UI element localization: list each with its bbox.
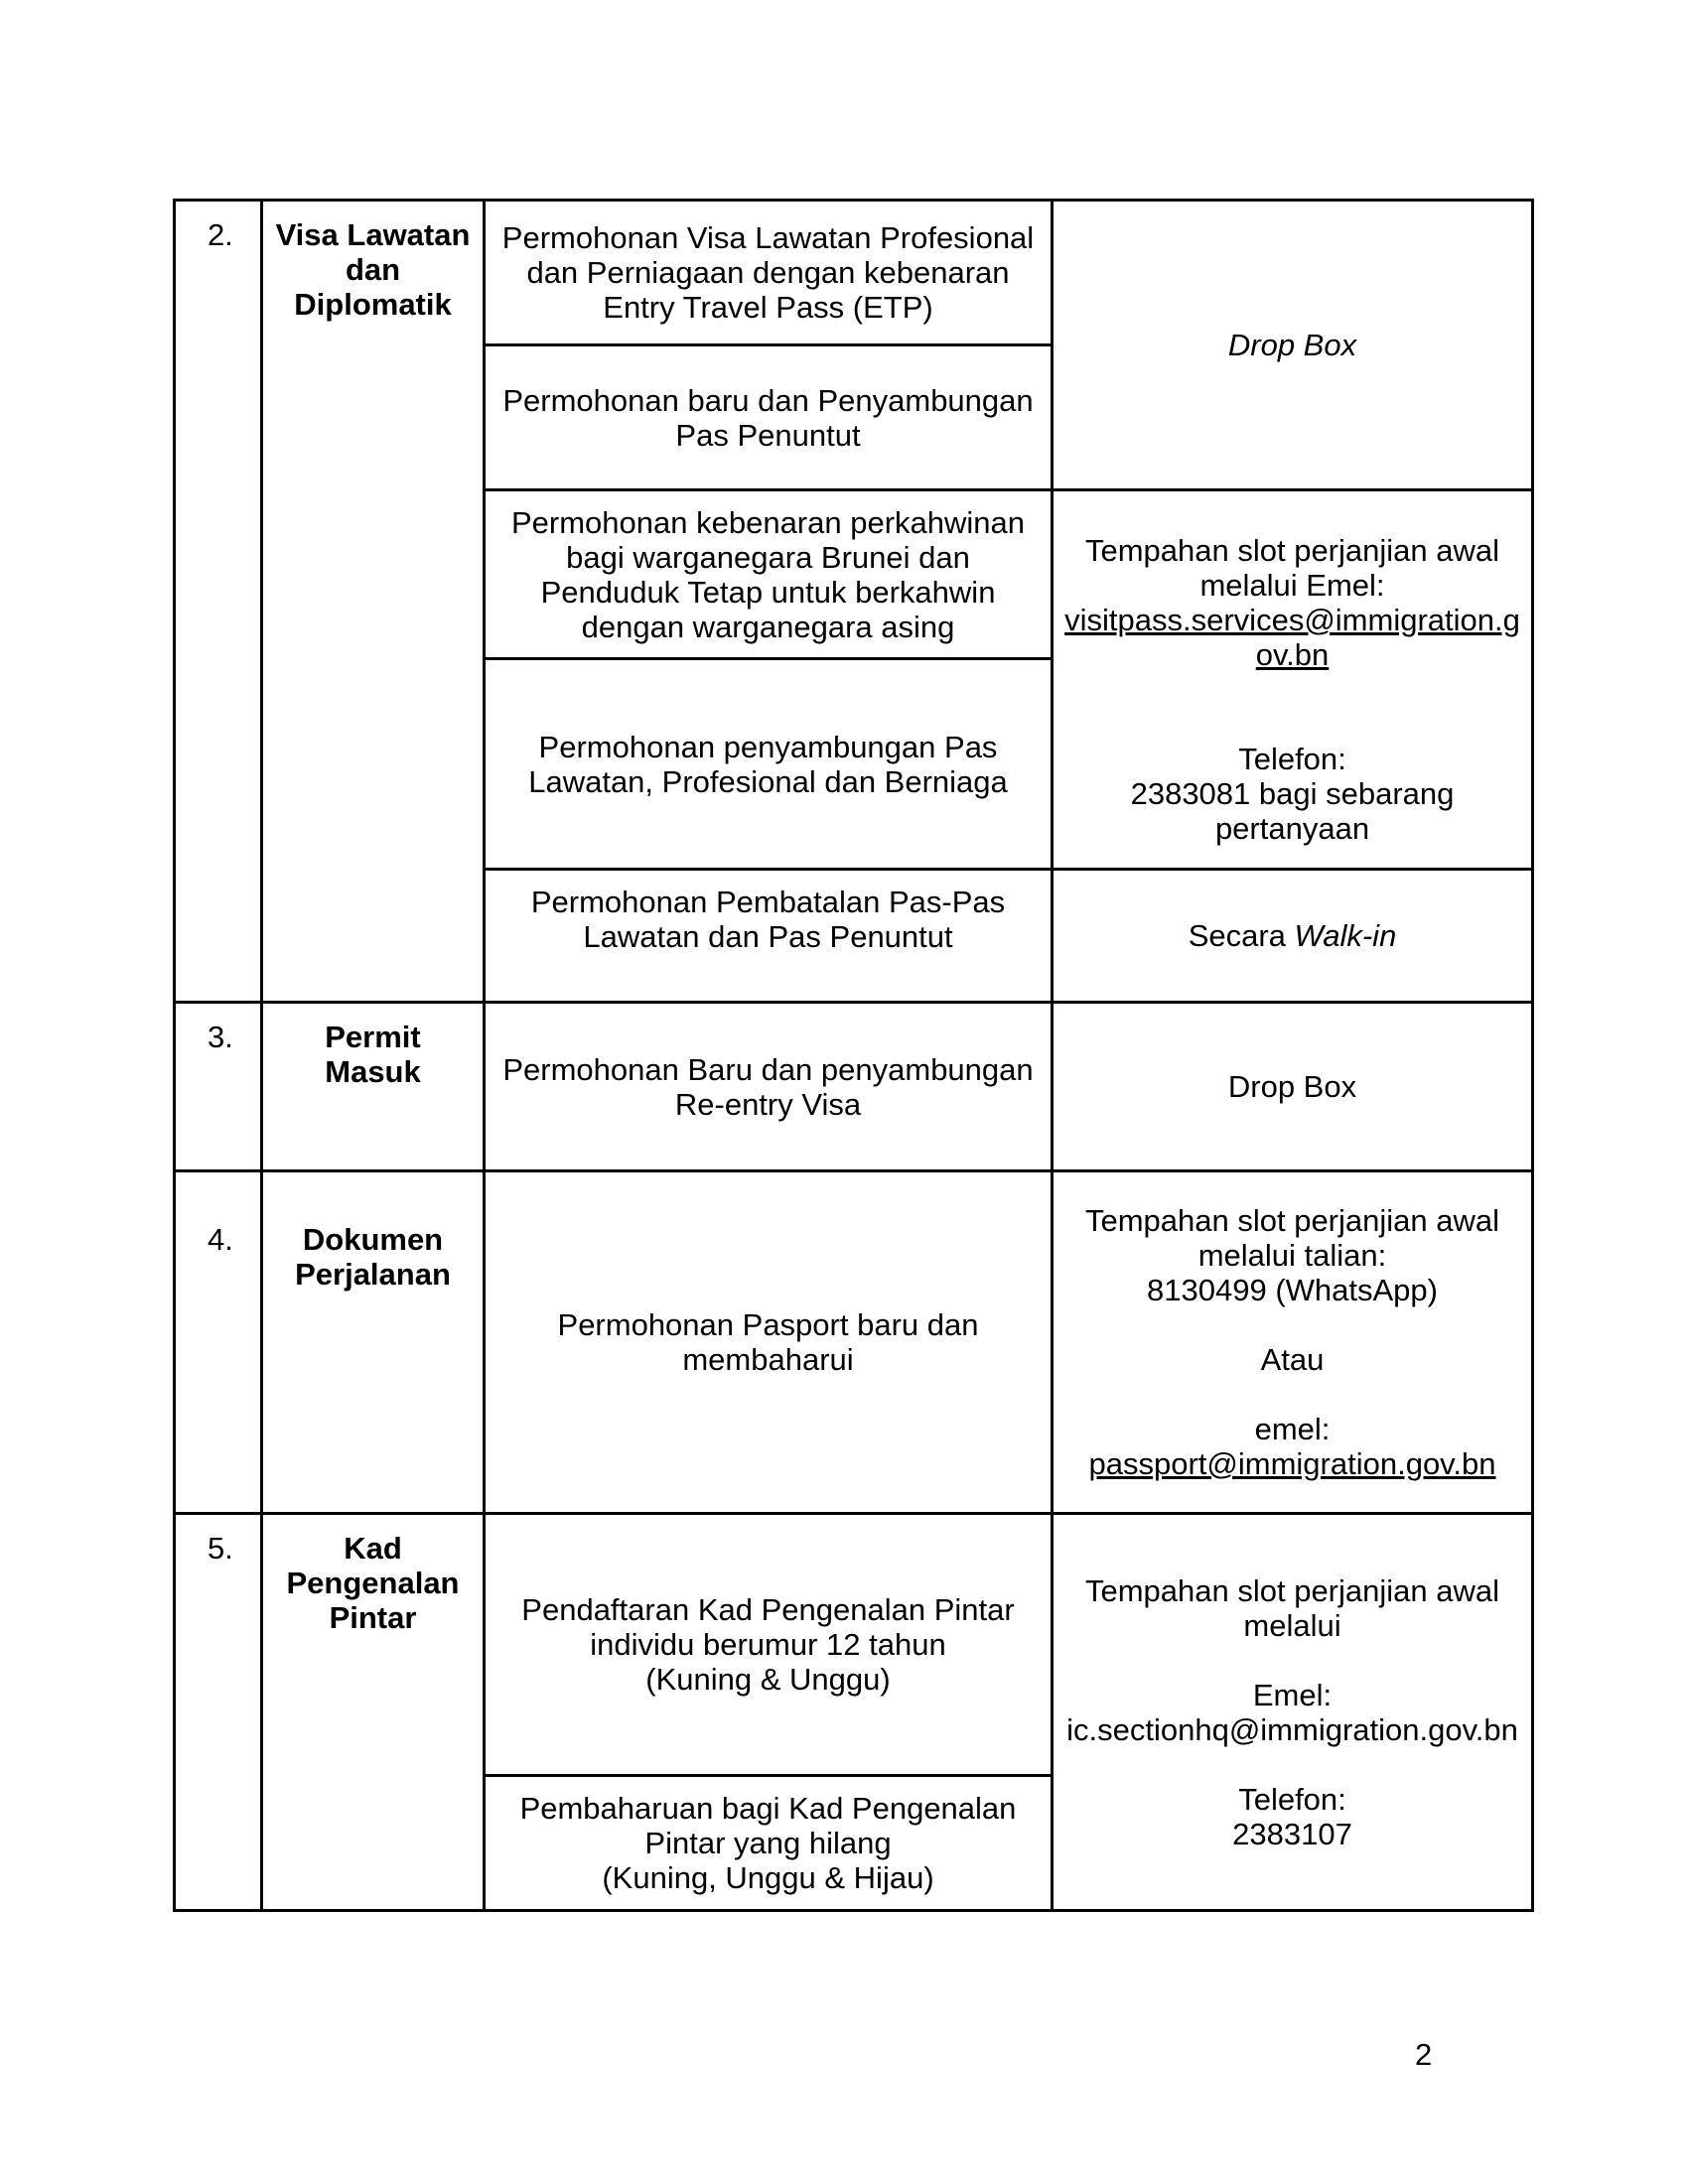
- service-text: Permohonan kebenaran perkahwinan bagi warganegara Brunei dan Penduduk Tetap untuk berkahwin dengan warganegara asing: [510, 504, 1026, 644]
- page-number: 2: [1415, 2037, 1433, 2072]
- row-number: 5.: [208, 1531, 233, 1566]
- service-text: Pendaftaran Kad Pengenalan Pintar individu berumur 12 tahun (Kuning & Unggu): [521, 1592, 1015, 1697]
- table-row: [175, 1003, 1533, 1171]
- email-link[interactable]: visitpass.services@immigration.g: [1064, 603, 1520, 637]
- method-cell: [1053, 201, 1533, 490]
- category-label: Kad Pengenalan Pintar: [286, 1531, 460, 1635]
- category-label: Visa Lawatan dan Diplomatik: [275, 217, 471, 322]
- category-cell: [262, 1514, 485, 1911]
- method-cell: [1053, 490, 1533, 870]
- service-cell: [485, 201, 1053, 345]
- service-cell: [485, 1776, 1053, 1911]
- row-number: 3.: [208, 1020, 233, 1054]
- category-cell: [262, 1003, 485, 1171]
- service-cell: [485, 490, 1053, 659]
- email-link[interactable]: passport@immigration.gov.bn: [1088, 1446, 1496, 1481]
- service-text: Permohonan Pembatalan Pas-Pas Lawatan dan Pas Penuntut: [530, 885, 1006, 954]
- service-text: Permohonan Pasport baru dan membaharui: [557, 1307, 979, 1377]
- service-cell: [485, 1171, 1053, 1514]
- category-cell: [262, 201, 485, 1003]
- service-cell: [485, 1514, 1053, 1776]
- services-table: [173, 199, 1534, 1912]
- category-cell: [262, 1171, 485, 1514]
- method-text: Tempahan slot perjanjian awal melalui Emel: ic.sectionhq@immigration.gov.bn Telefon: 2383107: [1054, 1573, 1531, 1851]
- row-number-cell: [175, 1003, 262, 1171]
- service-cell: [485, 659, 1053, 870]
- row-number-cell: [175, 201, 262, 1003]
- service-text: Permohonan penyambungan Pas Lawatan, Profesional dan Berniaga: [528, 729, 1008, 799]
- table-row: [175, 1171, 1533, 1514]
- method-text: Tempahan slot perjanjian awal melalui Emel: visitpass.services@immigration.g ov.bn Telefon: 2383081 bagi sebarang pertanyaan: [1054, 513, 1531, 846]
- row-number: 2.: [208, 217, 233, 252]
- service-cell: [485, 870, 1053, 1003]
- service-cell: [485, 345, 1053, 490]
- category-label: Permit Masuk: [325, 1020, 421, 1089]
- method-text: Tempahan slot perjanjian awal melalui talian: 8130499 (WhatsApp) Atau emel: passport@immigration.gov.bn: [1054, 1203, 1531, 1481]
- table-row: [175, 1514, 1533, 1776]
- service-cell: [485, 1003, 1053, 1171]
- method-cell: [1053, 870, 1533, 1003]
- service-text: Pembaharuan bagi Kad Pengenalan Pintar yang hilang (Kuning, Unggu & Hijau): [519, 1791, 1017, 1895]
- method-cell: [1053, 1514, 1533, 1911]
- method-dropbox: Drop Box: [1227, 328, 1357, 362]
- email-link-cont[interactable]: ov.bn: [1255, 637, 1330, 672]
- method-walkin: Secara Walk-in: [1188, 918, 1397, 953]
- service-text: Permohonan Visa Lawatan Profesional dan Perniagaan dengan kebenaran Entry Travel Pass (ETP): [501, 220, 1035, 325]
- row-number-cell: [175, 1514, 262, 1911]
- category-label: Dokumen Perjalanan: [295, 1222, 451, 1292]
- email-text: ic.sectionhq@immigration.gov.bn: [1066, 1711, 1518, 1747]
- method-cell: [1053, 1171, 1533, 1514]
- service-text: Permohonan baru dan Penyambungan Pas Penuntut: [502, 382, 1034, 453]
- method-dropbox: Drop Box: [1227, 1069, 1357, 1104]
- table-row: [175, 201, 1533, 345]
- row-number: 4.: [208, 1222, 233, 1257]
- method-cell: [1053, 1003, 1533, 1171]
- service-text: Permohonan Baru dan penyambungan Re-entry Visa: [502, 1051, 1034, 1122]
- row-number-cell: [175, 1171, 262, 1514]
